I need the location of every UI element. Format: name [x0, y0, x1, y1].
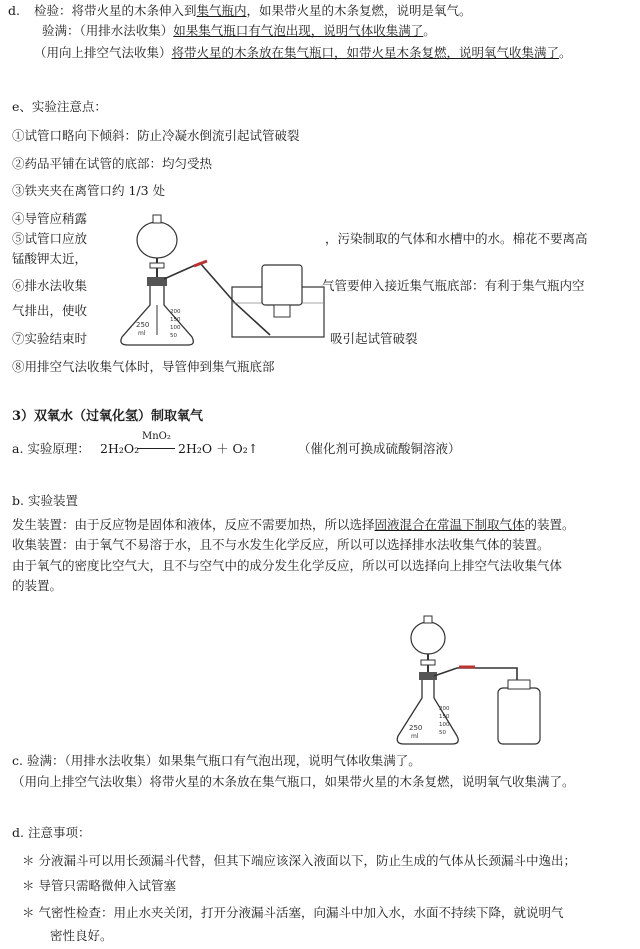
full-check-air-label: （用向上排空气法收集）: [34, 45, 172, 60]
full-check-water-end: 。: [423, 23, 436, 38]
note-item-7: ⑦实验结束时: [12, 331, 88, 346]
full-check-air-underlined: 将带火星的木条放在集气瓶口，如带火星木条复燃，说明氧气收集满了: [171, 45, 560, 60]
collector-text-2-tail: 的装置。: [12, 578, 63, 593]
svg-text:ml: ml: [138, 330, 146, 337]
svg-text:150: 150: [170, 317, 181, 323]
precaution-item-3: ＊ 气密性检查：用止水夹关闭，打开分液漏斗活塞，向漏斗中加入水，水面不持续下降，就说明气: [22, 905, 564, 920]
full-check-water-label: 验满：（用排水法收集）: [42, 23, 174, 38]
section-d-marker: d.: [8, 3, 20, 18]
equation-arrow-line: [137, 448, 175, 449]
svg-text:150: 150: [439, 714, 450, 720]
potassium-permanganate-apparatus-diagram: [110, 205, 335, 350]
svg-text:ml: ml: [411, 733, 419, 740]
check-text: 检验：将带火星的木条伸入到: [33, 3, 197, 18]
equation-catalyst: MnO₂: [142, 431, 171, 442]
svg-text:200: 200: [170, 309, 181, 315]
svg-text:250: 250: [409, 724, 423, 732]
note-item-6: ⑥排水法收集: [12, 278, 88, 293]
note-item-5-cont: ，污染制取的气体和水槽中的水。棉花不要离高: [325, 231, 588, 246]
catalyst-note: （催化剂可换成硫酸铜溶液）: [298, 441, 461, 456]
section-d-line3: [34, 44, 572, 62]
note-item-4: ④导管应稍露: [12, 211, 88, 226]
generator-text: [12, 516, 575, 534]
full-check-water: c. 验满：（用排水法收集）如果集气瓶口有气泡出现，说明气体收集满了。: [12, 753, 421, 768]
generator-text-underlined: 固液混合在常温下制取气体: [374, 517, 525, 532]
section-d-line1: [8, 2, 472, 20]
hydrogen-peroxide-apparatus-diagram: [395, 610, 555, 750]
note-item-7-cont: 吸引起试管破裂: [330, 331, 418, 346]
note-item-3: ③铁夹夹在离管口约 1/3 处: [12, 183, 166, 198]
collector-text-1: 收集装置：由于氧气不易溶于水，且不与水发生化学反应，所以可以选择排水法收集气体的装置。: [12, 537, 550, 552]
generator-text-a: 发生装置：由于反应物是固体和液体，反应不需要加热，所以选择: [12, 517, 375, 532]
check-underlined: 集气瓶内: [196, 3, 247, 18]
precaution-item-1: ＊ 分液漏斗可以用长颈漏斗代替，但其下端应该深入液面以下，防止生成的气体从长颈漏斗中逸出；: [22, 853, 576, 868]
collector-text-2: 由于氧气的密度比空气大，且不与空气中的成分发生化学反应，所以可以选择向上排空气法收集气体: [12, 558, 563, 573]
precautions-title: d. 注意事项：: [12, 825, 91, 840]
note-item-1: ①试管口略向下倾斜：防止冷凝水倒流引起试管破裂: [12, 128, 300, 143]
precaution-item-2: ＊ 导管只需略微伸入试管塞: [22, 878, 176, 893]
precaution-item-3-tail: 密性良好。: [50, 928, 113, 943]
note-item-5-tail: 锰酸钾太近，: [12, 251, 88, 266]
svg-text:50: 50: [439, 730, 446, 736]
section-3-title: 3）双氧水（过氧化氢）制取氧气: [12, 409, 204, 424]
apparatus-title: b. 实验装置: [12, 493, 78, 508]
note-item-5: ⑤试管口应放: [12, 231, 88, 246]
note-item-6-tail: 气排出，使收: [12, 303, 88, 318]
svg-text:100: 100: [170, 325, 181, 331]
note-item-2: ②药品平铺在试管的底部：均匀受热: [12, 156, 213, 171]
svg-text:250: 250: [136, 321, 150, 329]
principle-label: a. 实验原理：: [12, 441, 90, 456]
note-item-8: ⑧用排空气法收集气体时，导管伸到集气瓶底部: [12, 359, 275, 374]
svg-text:100: 100: [439, 722, 450, 728]
svg-text:200: 200: [439, 706, 450, 712]
section-d-line2: [42, 22, 436, 40]
note-item-6-cont: 气管要伸入接近集气瓶底部：有利于集气瓶内空: [322, 278, 585, 293]
equation-product: 2H₂O ＋ O₂↑: [178, 441, 259, 456]
section-e-title: e、实验注意点：: [12, 99, 107, 114]
generator-text-b: 的装置。: [524, 517, 575, 532]
svg-text:50: 50: [170, 333, 177, 339]
check-text-end: ，如果带火星的木条复燃，说明是氧气。: [246, 3, 472, 18]
full-check-air: （用向上排空气法收集）将带火星的木条放在集气瓶口，如果带火星的木条复燃，说明氧气收集满了。: [12, 774, 575, 789]
full-check-water-underlined: 如果集气瓶口有气泡出现，说明气体收集满了: [173, 23, 424, 38]
equation-reactant: 2H₂O₂: [100, 441, 140, 456]
full-check-air-end: 。: [559, 45, 572, 60]
